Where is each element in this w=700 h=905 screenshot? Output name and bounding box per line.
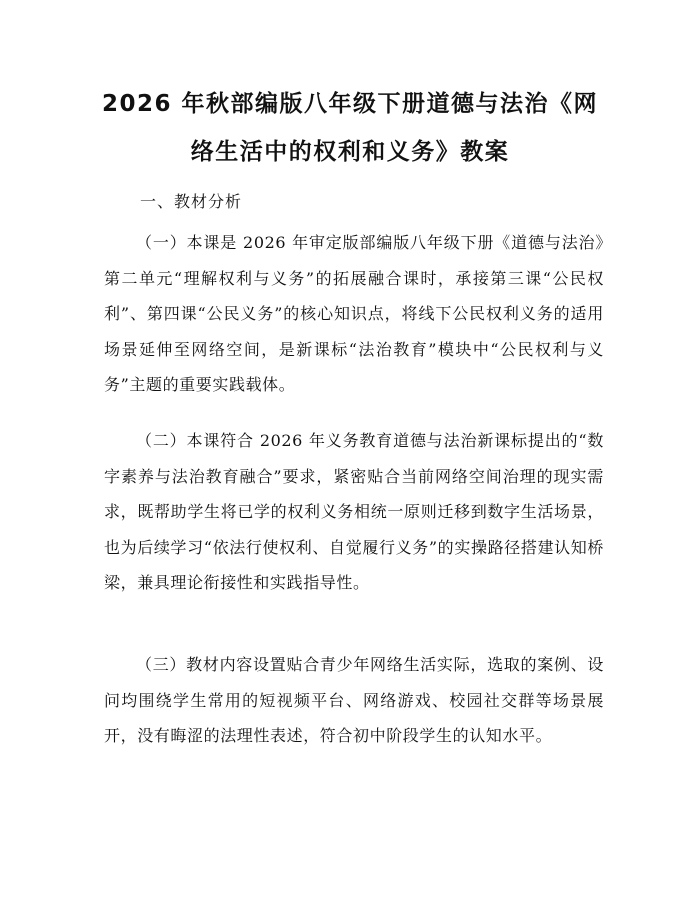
paragraph-3: （三）教材内容设置贴合青少年网络生活实际，选取的案例、设问均围绕学生常用的短视频平台、网络游戏、校园社交群等场景展开，没有晦涩的法理性表述，符合初中阶段学生的认知水平。 <box>104 655 604 745</box>
document-title: 2026 年秋部编版八年级下册道德与法治《网络生活中的权利和义务》教案 <box>101 91 599 165</box>
section-heading-textbook-analysis: 一、教材分析 <box>140 192 243 211</box>
paragraph-1: （一）本课是 2026 年审定版部编版八年级下册《道德与法治》第二单元“理解权利与义务”的拓展融合课时，承接第三课“公民权利”、第四课“公民义务”的核心知识点，将线下公民权利义务的适用场景延伸至网络空间，是新课标“法治教育”模块中“公民权利与义务”主题的重要实践载体。 <box>104 233 604 394</box>
paragraph-2: （二）本课符合 2026 年义务教育道德与法治新课标提出的“数字素养与法治教育融合”要求，紧密贴合当前网络空间治理的现实需求，既帮助学生将已学的权利义务相统一原则迁移到数字生活场景，也为后续学习“依法行使权利、自觉履行义务”的实操路径搭建认知桥梁，兼具理论衔接性和实践指导性。 <box>104 431 604 592</box>
